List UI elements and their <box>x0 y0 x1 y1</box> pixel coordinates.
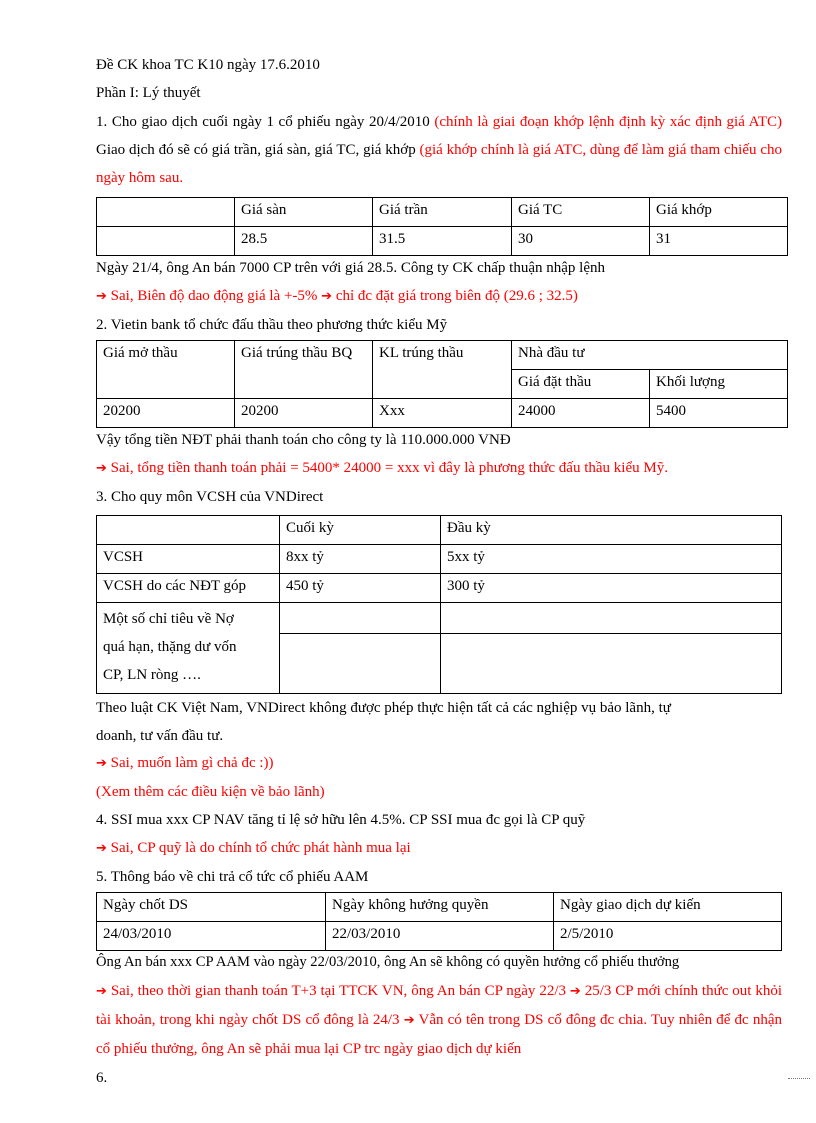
table-cell: 30 <box>512 227 650 256</box>
q1-answer <box>96 283 782 312</box>
q1-text-red-1: (chính là giai đoạn khớp lệnh định kỳ xác định giá ATC) <box>434 114 782 130</box>
table-cell: 31.5 <box>373 227 512 256</box>
arrow-icon: ➔ <box>96 756 107 771</box>
q2-statement: Vậy tổng tiền NĐT phải thanh toán cho công ty là 110.000.000 VNĐ <box>96 432 511 448</box>
q1-statement: Ngày 21/4, ông An bán 7000 CP trên với giá 28.5. Công ty CK chấp thuận nhập lệnh <box>96 260 605 276</box>
q1-answer-part-2: chỉ đc đặt giá trong biên độ (29.6 ; 32.5) <box>335 288 578 304</box>
table-row <box>97 922 782 951</box>
arrow-icon: ➔ <box>96 841 107 856</box>
table-row <box>97 574 782 603</box>
q5-dividend-table <box>96 892 782 951</box>
q5-answer-part-1: Sai, theo thời gian thanh toán T+3 tại TTCK VN, ông An bán CP ngày 22/3 <box>110 983 567 999</box>
misc-line-2: quá hạn, thặng dư vốn <box>103 639 237 655</box>
q5-answer-part-4: Vẫn có tên trong DS cổ đông đc <box>418 1012 615 1028</box>
q1-answer-part-1: Sai, Biên độ dao động giá là +-5% <box>110 288 318 304</box>
table-header-expected-date: Ngày giao dịch dự kiến <box>554 893 782 922</box>
arrow-icon: ➔ <box>96 289 107 304</box>
table-row <box>97 198 788 227</box>
table-cell <box>280 603 441 634</box>
table-header-ceiling: Giá trần <box>373 198 512 227</box>
arrow-icon: ➔ <box>569 984 581 999</box>
q5-answer <box>96 977 782 1068</box>
q3-answer <box>96 750 782 779</box>
table-header-matched: Giá khớp <box>650 198 788 227</box>
table-cell: 5400 <box>650 399 788 428</box>
misc-line-1: Một số chỉ tiêu về Nợ <box>103 611 234 627</box>
q6-label: 6. <box>96 1070 108 1086</box>
table-header-end-period: Cuối kỳ <box>280 516 441 545</box>
table-header-open-price: Giá mở thầu <box>97 341 235 399</box>
q1-text <box>96 108 782 197</box>
q5-answer-part-2: 25/3 CP mới chính <box>584 983 698 999</box>
table-cell: 5xx tỷ <box>441 545 782 574</box>
table-header-quantity: Khối lượng <box>650 370 788 399</box>
q1-text-part-2: Giao dịch đó sẽ có giá trần, giá sàn, giá TC, giá khớp <box>96 142 420 158</box>
table-cell: 2/5/2010 <box>554 922 782 951</box>
table-cell <box>441 603 782 634</box>
table-header-floor: Giá sàn <box>235 198 373 227</box>
q1-price-table <box>96 197 788 256</box>
table-header-begin-period: Đầu kỳ <box>441 516 782 545</box>
q1-text-red-2: (giá khớp chính là giá ATC, dùng để làm giá tham chiếu cho ngày hôm sau. <box>96 142 782 186</box>
table-header-reference: Giá TC <box>512 198 650 227</box>
table-header-ex-date: Ngày không hưởng quyền <box>326 893 554 922</box>
table-row <box>97 516 782 545</box>
table-row <box>97 227 788 256</box>
part-heading: Phần I: Lý thuyết <box>96 85 201 101</box>
document-page <box>96 52 782 1093</box>
table-header-investor: Nhà đầu tư <box>512 341 788 370</box>
table-cell <box>97 516 280 545</box>
table-header-bid-price: Giá đặt thầu <box>512 370 650 399</box>
table-cell: Xxx <box>373 399 512 428</box>
table-row <box>97 893 782 922</box>
table-header-record-date: Ngày chốt DS <box>97 893 326 922</box>
q1-text-part-1: 1. Cho giao dịch cuối ngày 1 cổ phiếu ngày 20/4/2010 <box>96 114 435 130</box>
q2-answer-text: Sai, tổng tiền thanh toán phải = 5400* 24000 = xxx vì đây là phương thức đấu thầu kiểu Mỹ. <box>110 460 668 476</box>
table-row <box>97 341 788 370</box>
q4-answer-text: Sai, CP quỹ là do chính tổ chức phát hành mua lại <box>110 840 411 856</box>
q2-answer <box>96 455 782 484</box>
table-cell: 20200 <box>97 399 235 428</box>
table-cell: VCSH do các NĐT góp <box>97 574 280 603</box>
q2-auction-table <box>96 340 788 428</box>
q5-statement: Ông An bán xxx CP AAM vào ngày 22/03/2010, ông An sẽ không có quyền hưởng cổ phiếu thưởng <box>96 954 680 970</box>
table-header-average-price: Giá trúng thầu BQ <box>235 341 373 399</box>
table-row <box>97 399 788 428</box>
q5-title: 5. Thông báo về chi trả cổ tức cổ phiếu AAM <box>96 869 369 885</box>
q4-answer <box>96 835 782 864</box>
table-cell <box>441 634 782 694</box>
table-cell: VCSH <box>97 545 280 574</box>
q4-statement: 4. SSI mua xxx CP NAV tăng tỉ lệ sở hữu lên 4.5%. CP SSI mua đc gọi là CP quỹ <box>96 812 586 828</box>
table-cell: 24000 <box>512 399 650 428</box>
q3-equity-table <box>96 515 782 694</box>
table-cell <box>280 634 441 694</box>
table-cell: 24/03/2010 <box>97 922 326 951</box>
q3-statement <box>96 694 782 750</box>
table-cell: 8xx tỷ <box>280 545 441 574</box>
q3-answer-text: Sai, muốn làm gì chả đc :)) <box>110 755 274 771</box>
misc-line-3: CP, LN ròng …. <box>103 667 201 683</box>
table-cell: 20200 <box>235 399 373 428</box>
table-cell: 28.5 <box>235 227 373 256</box>
table-cell <box>97 227 235 256</box>
arrow-icon: ➔ <box>96 461 107 476</box>
q3-title: 3. Cho quy môn VCSH của VNDirect <box>96 489 324 505</box>
table-header-volume: KL trúng thầu <box>373 341 512 399</box>
table-cell: 450 tỷ <box>280 574 441 603</box>
table-row <box>97 603 782 634</box>
table-cell <box>97 198 235 227</box>
table-cell: 31 <box>650 227 788 256</box>
arrow-icon: ➔ <box>403 1013 415 1028</box>
q2-title: 2. Vietin bank tổ chức đấu thầu theo phương thức kiểu Mỹ <box>96 317 448 333</box>
q3-note: (Xem thêm các điều kiện về bảo lãnh) <box>96 784 325 800</box>
table-row <box>97 545 782 574</box>
arrow-icon: ➔ <box>321 289 333 304</box>
q3-statement-line-2: doanh, tư vấn đầu tư. <box>96 728 224 744</box>
arrow-icon: ➔ <box>96 984 107 999</box>
table-cell: 22/03/2010 <box>326 922 554 951</box>
page-edge-divider <box>788 1078 810 1079</box>
q3-statement-line-1: Theo luật CK Việt Nam, VNDirect không được phép thực hiện tất cả các nghiệp vụ bảo lãnh, tự <box>96 700 671 716</box>
table-cell: 300 tỷ <box>441 574 782 603</box>
q5-answer-part-5: chia. Tuy nhiên để đc nhận cổ phiếu thưởng, ông An sẽ phải mua lại CP trc ngày giao dịch dự kiến <box>96 1012 782 1057</box>
doc-title: Đề CK khoa TC K10 ngày 17.6.2010 <box>96 57 320 73</box>
q5-answer-part-3: thức out khỏi tài khoản, trong khi ngày chốt DS cổ đông là 24/3 <box>96 983 783 1028</box>
table-cell-misc <box>97 603 280 694</box>
